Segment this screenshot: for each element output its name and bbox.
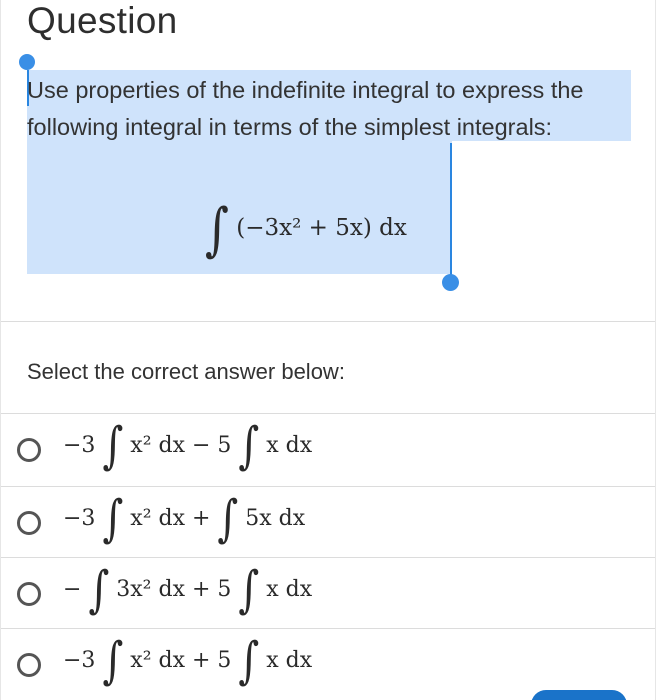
radio-button[interactable] xyxy=(17,438,41,462)
term: x² dx − 5 xyxy=(130,433,232,458)
term: x² dx + xyxy=(130,506,211,531)
term: 3x² dx + 5 xyxy=(116,577,232,602)
answer-option-2[interactable] xyxy=(1,487,656,559)
integral-sign: ∫ xyxy=(102,417,124,475)
integral-sign: ∫ xyxy=(102,632,124,690)
term: x² dx + 5 xyxy=(130,648,232,673)
selection-end-handle[interactable] xyxy=(442,274,459,291)
integral-sign: ∫ xyxy=(238,632,260,690)
integral-sign: ∫ xyxy=(238,417,260,475)
term: x dx xyxy=(266,577,313,602)
answer-instruction: Select the correct answer below: xyxy=(27,359,345,384)
page-title: Question xyxy=(27,0,178,41)
radio-button[interactable] xyxy=(17,511,41,535)
integral-body: (−3x² + 5x) dx xyxy=(236,215,407,241)
coefficient: −3 xyxy=(63,648,96,673)
option-expression xyxy=(63,561,313,619)
selection-start-handle[interactable] xyxy=(19,54,35,70)
integral-sign: ∫ xyxy=(88,561,110,619)
option-expression xyxy=(63,632,313,690)
integral-sign: ∫ xyxy=(238,561,260,619)
integral-sign: ∫ xyxy=(102,490,124,548)
answer-option-3[interactable] xyxy=(1,558,656,630)
term: 5x dx xyxy=(245,506,306,531)
radio-button[interactable] xyxy=(17,582,41,606)
radio-button[interactable] xyxy=(17,653,41,677)
answer-option-1[interactable] xyxy=(1,414,656,486)
integral-sign: ∫ xyxy=(205,195,229,263)
coefficient: −3 xyxy=(63,433,96,458)
selection-end-caret xyxy=(450,143,452,281)
option-expression xyxy=(63,490,306,548)
coefficient: −3 xyxy=(63,506,96,531)
coefficient: − xyxy=(63,577,82,602)
submit-button[interactable] xyxy=(531,690,627,700)
term: x dx xyxy=(266,648,313,673)
option-expression xyxy=(63,417,313,475)
term: x dx xyxy=(266,433,313,458)
divider xyxy=(1,321,656,322)
question-prompt: Use properties of the indefinite integral to express the following integral in terms of the simplest integrals: xyxy=(27,77,584,140)
question-integral xyxy=(205,195,407,263)
integral-sign: ∫ xyxy=(217,490,239,548)
